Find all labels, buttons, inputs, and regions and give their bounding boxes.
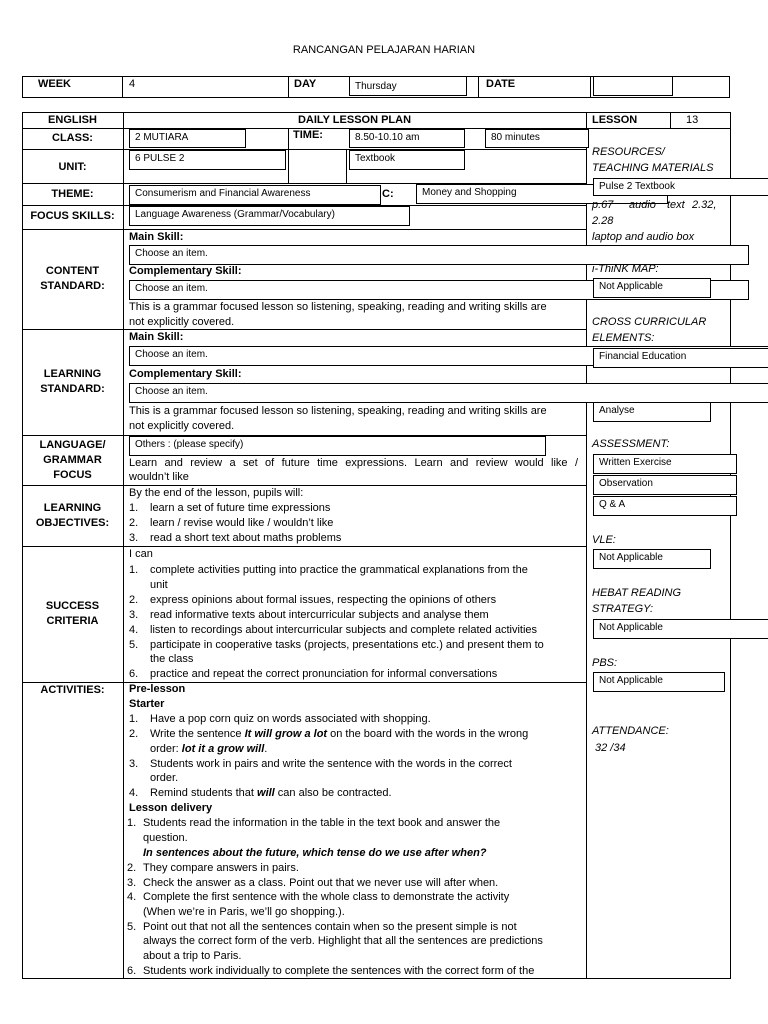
- time-label: TIME:: [293, 129, 323, 141]
- unit-field[interactable]: 6 PULSE 2: [129, 150, 286, 170]
- delivery-item-cont: always the correct form of the verb. Highlight that all the sentences are predictions: [143, 935, 543, 947]
- delivery-item: 2. They compare answers in pairs.: [127, 862, 299, 874]
- assessment-item[interactable]: Observation: [593, 475, 737, 495]
- week-label: WEEK: [38, 78, 71, 90]
- ls-note-line1: This is a grammar focused lesson so listening, speaking, reading and writing skills are: [129, 405, 547, 417]
- starter-item: 1. Have a pop corn quiz on words associated with shopping.: [129, 713, 431, 725]
- material-field[interactable]: Textbook: [349, 150, 465, 170]
- cce-field[interactable]: Financial Education: [593, 348, 768, 368]
- cce-label: CROSS CURRICULAR: [592, 316, 707, 328]
- day-field[interactable]: Thursday: [349, 76, 467, 96]
- ls-note-line2: not explicitly covered.: [129, 420, 235, 432]
- starter-item-cont: order: lot it a grow will.: [150, 743, 268, 755]
- resources-label: RESOURCES/: [592, 146, 665, 158]
- pbs-label: PBS:: [592, 657, 618, 669]
- grammar-focus-label: LANGUAGE/ GRAMMAR FOCUS: [39, 439, 106, 481]
- theme-field[interactable]: Consumerism and Financial Awareness: [129, 185, 381, 205]
- success-intro: I can: [129, 548, 153, 560]
- delivery-question: In sentences about the future, which tense do we use after when?: [143, 847, 487, 859]
- grammar-focus-line1: Learn and review a set of future time expressions. Learn and review would like /: [129, 457, 578, 469]
- starter-item: 3. Students work in pairs and write the sentence with the words in the correct: [129, 758, 512, 770]
- success-item: 5. participate in cooperative tasks (projects, presentations etc.) and present them to: [129, 639, 544, 651]
- date-label: DATE: [486, 78, 516, 90]
- ls-comp-skill-select[interactable]: Choose an item.: [129, 383, 768, 403]
- assessment-item[interactable]: Q & A: [593, 496, 737, 516]
- ls-main-skill-select[interactable]: Choose an item.: [129, 346, 768, 366]
- resources-label-2: TEACHING MATERIALS: [592, 162, 714, 174]
- focus-skills-label: FOCUS SKILLS:: [30, 210, 115, 222]
- cs-note-line2: not explicitly covered.: [129, 316, 235, 328]
- success-item-cont: the class: [150, 653, 194, 665]
- resources-audio-line: p.67 audio text 2.32,: [592, 199, 717, 211]
- resources-audio-line-2: 2.28: [592, 215, 614, 227]
- delivery-item-cont: (When we’re in Paris, we’ll go shopping.).: [143, 906, 345, 918]
- ls-comp-skill-label: Complementary Skill:: [129, 368, 242, 380]
- theme-label: THEME:: [51, 188, 94, 200]
- success-item: 3. read informative texts about intercurricular subjects and analyse them: [129, 609, 489, 621]
- ithink-label: i-ThiNK MAP:: [592, 263, 659, 275]
- objective-item: 3. read a short text about maths problems: [129, 532, 342, 544]
- success-item: 1. complete activities putting into practice the grammatical explanations from the: [129, 564, 528, 576]
- success-criteria-label: SUCCESS CRITERIA: [45, 600, 100, 627]
- starter-item: 4. Remind students that will can also be contracted.: [129, 787, 392, 799]
- starter-heading: Starter: [129, 698, 165, 710]
- unit-label: UNIT:: [58, 161, 87, 173]
- hebat-field[interactable]: Not Applicable: [593, 619, 768, 639]
- vle-field[interactable]: Not Applicable: [593, 549, 711, 569]
- delivery-item: 1. Students read the information in the table in the text book and answer the: [127, 817, 501, 829]
- grammar-focus-select[interactable]: Others : (please specify): [129, 436, 546, 456]
- cce-label-2: ELEMENTS:: [592, 332, 655, 344]
- objective-item: 1. learn a set of future time expressions: [129, 502, 331, 514]
- cs-main-skill-label: Main Skill:: [129, 231, 184, 243]
- class-field[interactable]: 2 MUTIARA: [129, 129, 246, 148]
- success-item-cont: unit: [150, 579, 168, 591]
- resources-equipment: laptop and audio box: [592, 231, 695, 243]
- time-field[interactable]: 8.50-10.10 am: [349, 129, 465, 148]
- hots-field[interactable]: Analyse: [593, 402, 711, 422]
- hebat-label-2: STRATEGY:: [592, 603, 654, 615]
- success-item: 6. practice and repeat the correct pronunciation for informal conversations: [129, 668, 498, 680]
- document-title: RANCANGAN PELAJARAN HARIAN: [292, 44, 476, 56]
- objective-item: 2. learn / revise would like / wouldn’t like: [129, 517, 334, 529]
- topic-label: C:: [382, 188, 394, 200]
- cs-main-skill-select[interactable]: Choose an item.: [129, 245, 749, 265]
- attendance-label: ATTENDANCE:: [592, 725, 669, 737]
- objectives-intro: By the end of the lesson, pupils will:: [129, 487, 304, 499]
- delivery-item: 6. Students work individually to complete the sentences with the correct form of the: [127, 965, 535, 977]
- lesson-delivery-heading: Lesson delivery: [129, 802, 213, 814]
- class-label: CLASS:: [52, 132, 93, 144]
- daily-lesson-plan-label: DAILY LESSON PLAN: [297, 114, 412, 126]
- ls-main-skill-label: Main Skill:: [129, 331, 184, 343]
- pre-lesson-heading: Pre-lesson: [129, 683, 186, 695]
- hebat-label: HEBAT READING: [592, 587, 682, 599]
- assessment-label: ASSESSMENT:: [592, 438, 670, 450]
- delivery-item: 3. Check the answer as a class. Point out that we never use will after when.: [127, 877, 499, 889]
- success-item: 4. listen to recordings about intercurricular subjects and complete related activities: [129, 624, 538, 636]
- day-label: DAY: [294, 78, 317, 90]
- ithink-field[interactable]: Not Applicable: [593, 278, 711, 298]
- resources-field[interactable]: Pulse 2 Textbook: [593, 178, 768, 196]
- success-item: 2. express opinions about formal issues, respecting the opinions of others: [129, 594, 497, 606]
- cs-note-line1: This is a grammar focused lesson so listening, speaking, reading and writing skills are: [129, 301, 547, 313]
- vle-label: VLE:: [592, 534, 616, 546]
- pbs-field[interactable]: Not Applicable: [593, 672, 725, 692]
- delivery-item: 4. Complete the first sentence with the whole class to demonstrate the activity: [127, 891, 510, 903]
- subject-label: ENGLISH: [48, 114, 97, 126]
- delivery-item-cont: about a trip to Paris.: [143, 950, 242, 962]
- grammar-focus-line2: wouldn’t like: [129, 471, 189, 483]
- delivery-item: 5. Point out that not all the sentences contain when so the present simple is not: [127, 921, 517, 933]
- content-standard-label: CONTENT STANDARD:: [40, 265, 105, 292]
- cs-comp-skill-select[interactable]: Choose an item.: [129, 280, 749, 300]
- duration-field[interactable]: 80 minutes: [485, 129, 589, 148]
- lesson-label: LESSON: [592, 114, 638, 126]
- cs-comp-skill-label: Complementary Skill:: [129, 265, 242, 277]
- attendance-value: 32 /34: [595, 742, 626, 754]
- learning-objectives-label: LEARNING OBJECTIVES:: [35, 502, 110, 529]
- starter-item: 2. Write the sentence It will grow a lot on the board with the words in the wrong: [129, 728, 529, 740]
- focus-skills-field[interactable]: Language Awareness (Grammar/Vocabulary): [129, 206, 410, 226]
- date-field[interactable]: [593, 76, 673, 96]
- assessment-item[interactable]: Written Exercise: [593, 454, 737, 474]
- activities-label: ACTIVITIES:: [40, 684, 105, 696]
- topic-field[interactable]: Money and Shopping: [416, 184, 668, 204]
- lesson-number: 13: [686, 114, 699, 126]
- delivery-item-cont: question.: [143, 832, 188, 844]
- starter-item-cont: order.: [150, 772, 179, 784]
- learning-standard-label: LEARNING STANDARD:: [40, 368, 105, 395]
- week-value: 4: [129, 78, 136, 90]
